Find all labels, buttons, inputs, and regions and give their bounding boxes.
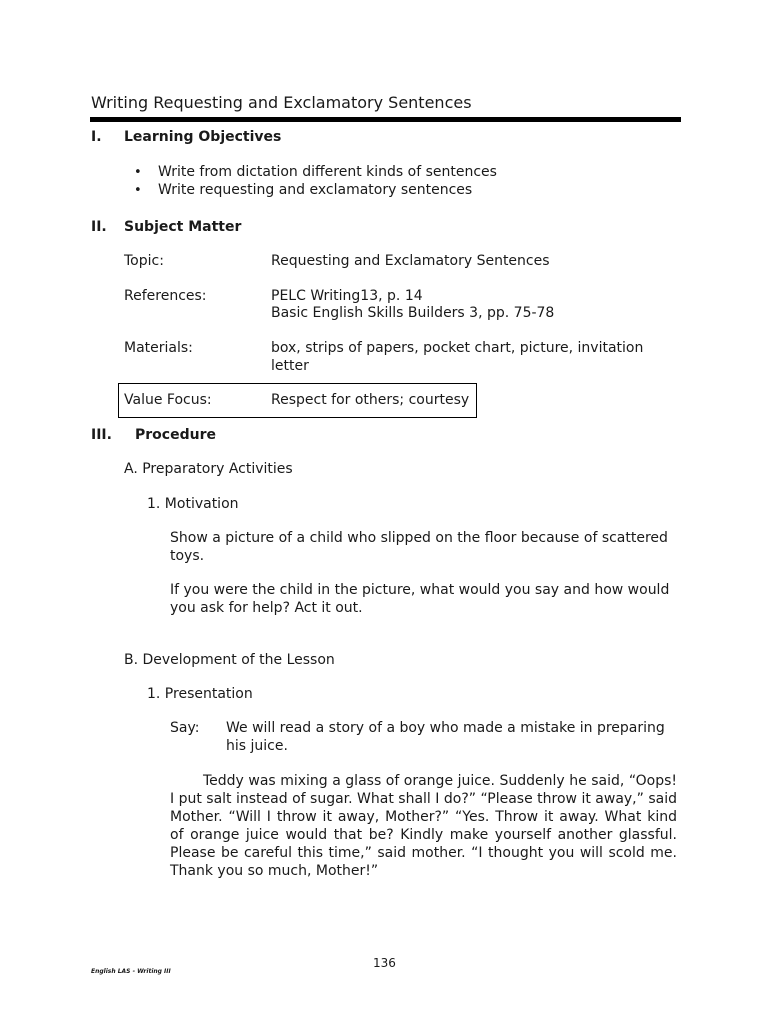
subsection-b-heading: B. Development of the Lesson: [124, 652, 335, 668]
materials-value: letter: [271, 358, 309, 374]
references-value: PELC Writing13, p. 14: [271, 288, 423, 304]
story-text: Teddy was mixing a glass of orange juice. Suddenly he said, “Oops! I put salt instead of sugar. What shall I do?” “Please throw it away,” said Mother. “Will I throw it away, Mother?” “Yes. Throw it away. What kind of orange juice would that be? Kindly make yourself another glassful. Please be careful this time,” said mother. “I thought you will scold me. Thank you so much, Mother!”: [170, 773, 677, 879]
motivation-paragraph: toys.: [170, 548, 205, 564]
section-iii-title: Procedure: [135, 427, 216, 443]
say-text: We will read a story of a boy who made a mistake in preparing: [226, 720, 665, 736]
topic-label: Topic:: [124, 253, 164, 269]
section-ii-number: II.: [91, 219, 107, 235]
motivation-question: If you were the child in the picture, what would you say and how would: [170, 582, 670, 598]
story-paragraph: [170, 772, 677, 880]
section-ii-title: Subject Matter: [124, 219, 242, 235]
materials-label: Materials:: [124, 340, 193, 356]
say-text: his juice.: [226, 738, 288, 754]
motivation-question: you ask for help? Act it out.: [170, 600, 363, 616]
motivation-heading: 1. Motivation: [147, 496, 239, 512]
section-i-title: Learning Objectives: [124, 129, 282, 145]
objective-item: Write from dictation different kinds of sentences: [158, 164, 497, 180]
objective-item: Write requesting and exclamatory sentences: [158, 182, 473, 198]
section-iii-number: III.: [91, 427, 112, 443]
footer-label: English LAS - Writing III: [91, 968, 171, 975]
title-rule: [90, 117, 681, 122]
materials-value: box, strips of papers, pocket chart, picture, invitation: [271, 340, 644, 356]
bullet-icon: •: [134, 183, 142, 198]
value-focus-label: Value Focus:: [124, 392, 212, 408]
value-focus-value: Respect for others; courtesy: [271, 392, 470, 408]
bullet-icon: •: [134, 165, 142, 180]
subsection-a-heading: A. Preparatory Activities: [124, 461, 293, 477]
section-i-number: I.: [91, 129, 102, 145]
references-label: References:: [124, 288, 207, 304]
say-label: Say:: [170, 720, 200, 736]
page-number: 136: [373, 956, 396, 970]
presentation-heading: 1. Presentation: [147, 686, 253, 702]
motivation-paragraph: Show a picture of a child who slipped on the floor because of scattered: [170, 530, 668, 546]
references-value: Basic English Skills Builders 3, pp. 75-78: [271, 305, 555, 321]
topic-value: Requesting and Exclamatory Sentences: [271, 253, 550, 269]
page-title: Writing Requesting and Exclamatory Sentences: [91, 93, 472, 112]
